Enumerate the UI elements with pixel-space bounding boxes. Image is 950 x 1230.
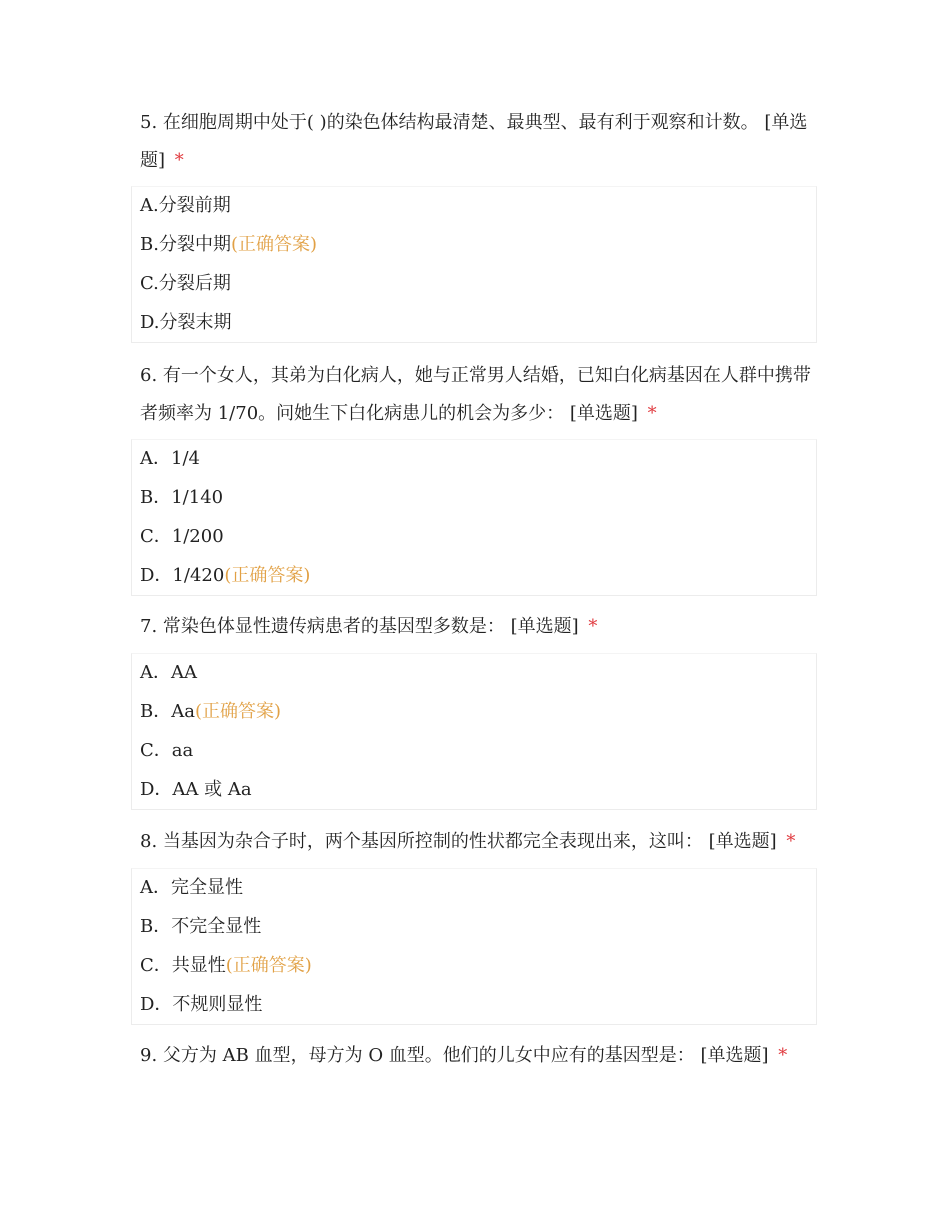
correct-answer-mark: (正确答案): [230, 234, 317, 255]
option-label: D．AA 或 Aa: [140, 779, 252, 800]
option-a[interactable]: [140, 447, 200, 471]
option-c[interactable]: [140, 272, 231, 296]
option-label: A．1/4: [140, 448, 200, 469]
required-asterisk: *: [778, 1045, 788, 1066]
question-5: [140, 104, 812, 180]
option-d[interactable]: [140, 778, 252, 802]
option-c[interactable]: [140, 954, 312, 978]
options-box-5: [131, 186, 817, 343]
option-b[interactable]: [140, 486, 223, 510]
question-8: [140, 823, 812, 861]
option-a[interactable]: [140, 876, 243, 900]
option-c[interactable]: [140, 525, 224, 549]
option-d[interactable]: [140, 311, 232, 335]
question-number: 8.: [140, 831, 158, 852]
option-label: D．不规则显性: [140, 994, 263, 1015]
option-d[interactable]: [140, 564, 310, 588]
option-b[interactable]: [140, 233, 317, 257]
option-label: C.分裂后期: [140, 273, 231, 294]
option-label: B．不完全显性: [140, 916, 262, 937]
correct-answer-mark: (正确答案): [224, 565, 311, 586]
question-9: [140, 1037, 812, 1075]
option-label: B．Aa: [140, 701, 195, 722]
question-text: 常染色体显性遗传病患者的基因型多数是： [单选题]: [162, 616, 579, 637]
required-asterisk: *: [647, 403, 657, 424]
option-a[interactable]: [140, 194, 231, 218]
option-label: B.分裂中期: [140, 234, 231, 255]
option-label: C．共显性: [140, 955, 226, 976]
option-label: D．1/420: [140, 565, 225, 586]
option-b[interactable]: [140, 915, 261, 939]
question-number: 7.: [140, 616, 158, 637]
option-label: A．AA: [140, 662, 197, 683]
option-label: A.分裂前期: [140, 195, 231, 216]
option-c[interactable]: [140, 739, 193, 763]
option-b[interactable]: [140, 700, 281, 724]
question-number: 5.: [140, 112, 158, 133]
required-asterisk: *: [786, 831, 796, 852]
option-label: C．1/200: [140, 526, 224, 547]
options-box-7: [131, 653, 817, 810]
question-text: 在细胞周期中处于( )的染色体结构最清楚、最典型、最有利于观察和计数。 [单选题]: [140, 112, 808, 171]
question-number: 6.: [140, 365, 158, 386]
correct-answer-mark: (正确答案): [225, 955, 312, 976]
options-box-8: [131, 868, 817, 1025]
question-6: [140, 357, 812, 433]
question-number: 9.: [140, 1045, 158, 1066]
option-d[interactable]: [140, 993, 262, 1017]
option-label: A．完全显性: [140, 877, 243, 898]
option-label: C．aa: [140, 740, 194, 761]
option-label: B．1/140: [140, 487, 224, 508]
question-text: 有一个女人，其弟为白化病人，她与正常男人结婚，已知白化病基因在人群中携带者频率为 1/70。问她生下白化病患儿的机会为多少： [单选题]: [140, 365, 811, 424]
question-text: 父方为 AB 血型，母方为 O 血型。他们的儿女中应有的基因型是： [单选题]: [162, 1045, 769, 1066]
required-asterisk: *: [588, 616, 598, 637]
correct-answer-mark: (正确答案): [194, 701, 282, 722]
option-a[interactable]: [140, 661, 197, 685]
option-label: D.分裂末期: [140, 312, 232, 333]
required-asterisk: *: [174, 150, 184, 171]
question-7: [140, 608, 812, 646]
options-box-6: [131, 439, 817, 596]
question-text: 当基因为杂合子时，两个基因所控制的性状都完全表现出来，这叫： [单选题]: [162, 831, 777, 852]
